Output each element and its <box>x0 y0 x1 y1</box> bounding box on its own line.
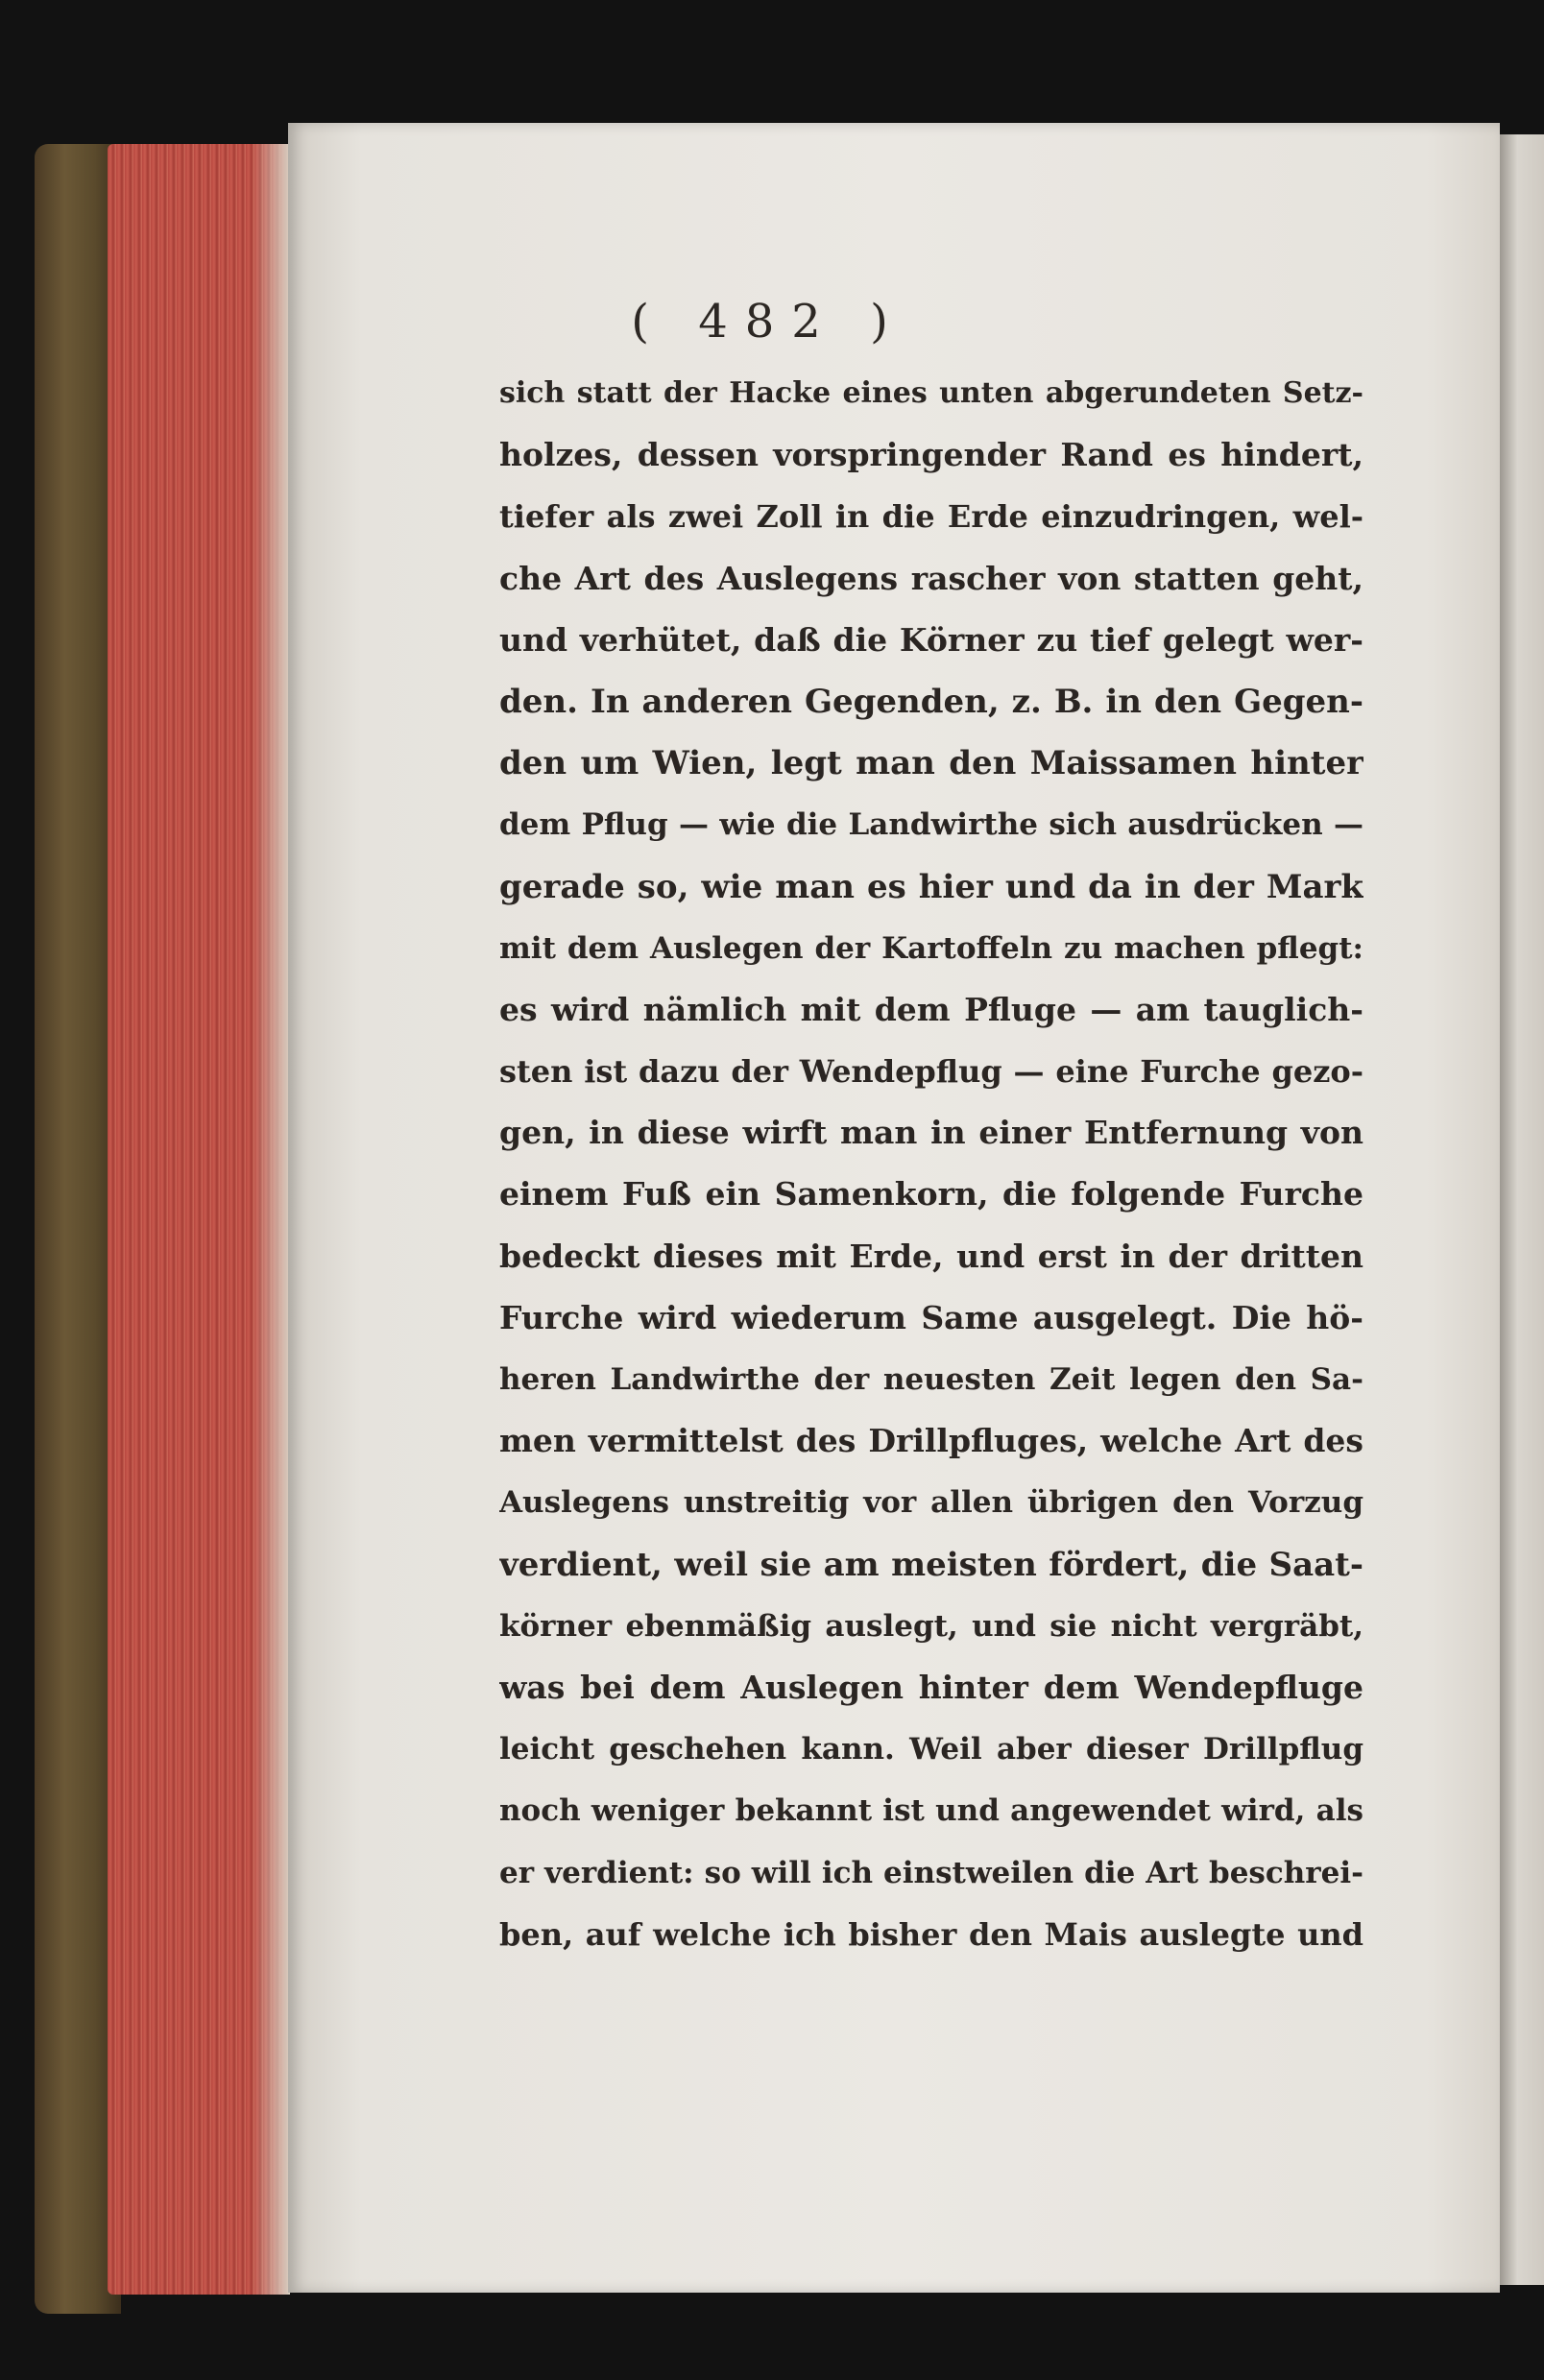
text-line: holzes, dessen vorspringender Rand es hindert, <box>499 436 1363 474</box>
text-line: sich statt der Hacke eines unten abgerundeten Setz- <box>499 376 1363 410</box>
text-line: heren Landwirthe der neuesten Zeit legen den Sa- <box>499 1362 1363 1397</box>
text-line: bedeckt dieses mit Erde, und erst in der dritten <box>499 1237 1363 1275</box>
text-line: gen, in diese wirft man in einer Entfernung von <box>499 1114 1363 1152</box>
text-line: den um Wien, legt man den Maissamen hinter <box>499 744 1363 783</box>
text-line: er verdient: so will ich einstweilen die Art beschrei- <box>499 1855 1363 1890</box>
text-line: Auslegens unstreitig vor allen übrigen den Vorzug <box>499 1485 1363 1521</box>
text-line: leicht geschehen kann. Weil aber dieser Drillpflug <box>499 1732 1363 1767</box>
text-line: tiefer als zwei Zoll in die Erde einzudringen, wel- <box>499 498 1363 536</box>
text-line: einem Fuß ein Samenkorn, die folgende Furche <box>499 1175 1363 1214</box>
facing-page-edge <box>1500 134 1544 2285</box>
text-line: noch weniger bekannt ist und angewendet wird, als <box>499 1793 1363 1829</box>
text-line: es wird nämlich mit dem Pfluge — am tauglich- <box>499 990 1363 1028</box>
text-line: dem Pflug — wie die Landwirthe sich ausdrücken — <box>499 807 1363 843</box>
text-line: men vermittelst des Drillpfluges, welche Art des <box>499 1422 1363 1460</box>
body-text <box>499 363 1363 1965</box>
text-line: verdient, weil sie am meisten fördert, die Saat- <box>499 1545 1363 1584</box>
text-line: che Art des Auslegens rascher von statten geht, <box>499 559 1363 597</box>
page-edges <box>108 144 290 2295</box>
text-line: Furche wird wiederum Same ausgelegt. Die hö- <box>499 1298 1363 1336</box>
text-line: den. In anderen Gegenden, z. B. in den Gegen- <box>499 682 1363 721</box>
text-line: gerade so, wie man es hier und da in der Mark <box>499 867 1363 906</box>
page-number: ( 482 ) <box>631 295 905 349</box>
text-line: und verhütet, daß die Körner zu tief gelegt wer- <box>499 620 1363 659</box>
text-line: was bei dem Auslegen hinter dem Wendepfluge <box>499 1668 1363 1706</box>
text-line: mit dem Auslegen der Kartoffeln zu machen pflegt: <box>499 930 1363 966</box>
text-line: ben, auf welche ich bisher den Mais auslegte und <box>499 1915 1363 1953</box>
text-line: sten ist dazu der Wendepflug — eine Furche gezo- <box>499 1053 1363 1091</box>
text-line: körner ebenmäßig auslegt, und sie nicht vergräbt, <box>499 1608 1363 1644</box>
